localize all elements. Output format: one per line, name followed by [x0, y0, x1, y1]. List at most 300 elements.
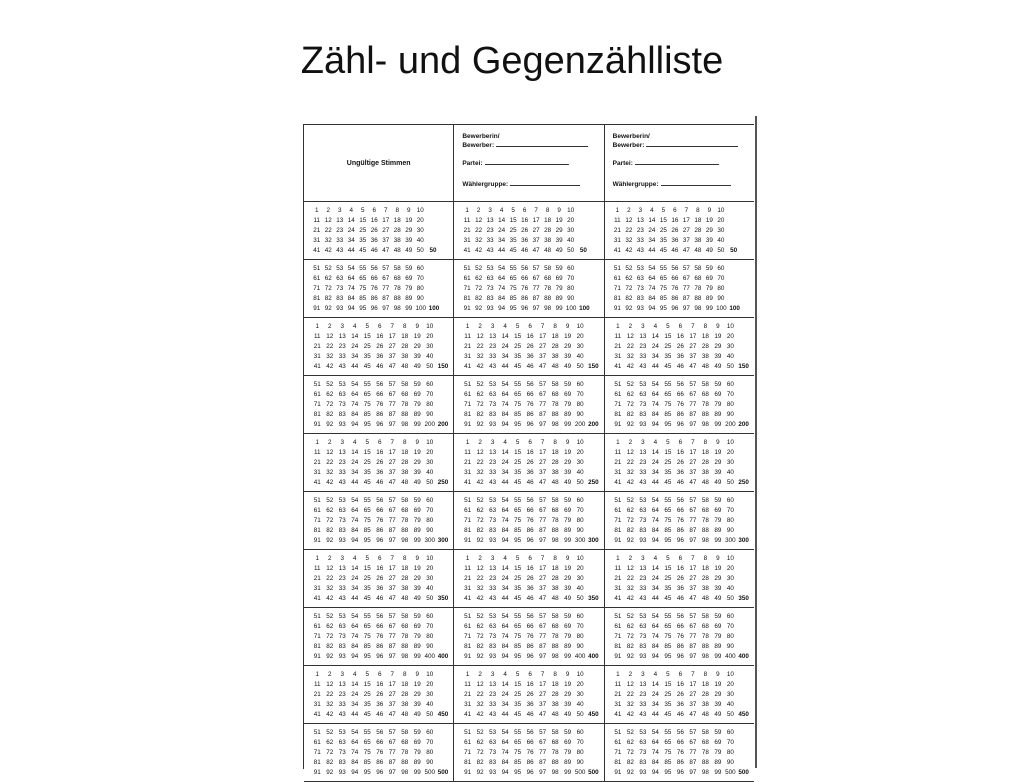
tally-number[interactable]: 29	[705, 227, 713, 234]
tally-number[interactable]: 3	[641, 323, 645, 330]
tally-number[interactable]: 3	[641, 439, 645, 446]
tally-number[interactable]: 23	[489, 459, 497, 466]
tally-number[interactable]: 75	[664, 401, 672, 408]
tally-number[interactable]: 9	[415, 555, 419, 562]
tally-number[interactable]: 31	[614, 585, 622, 592]
tally-number[interactable]: 20	[726, 333, 734, 340]
tally-number[interactable]: 33	[639, 353, 647, 360]
tally-number[interactable]: 79	[714, 517, 722, 524]
tally-number[interactable]: 76	[526, 401, 534, 408]
tally-number[interactable]: 38	[701, 469, 709, 476]
tally-number[interactable]: 43	[639, 479, 647, 486]
tally-number[interactable]: 88	[551, 411, 559, 418]
tally-number[interactable]: 24	[351, 343, 359, 350]
tally-number[interactable]: 17	[539, 333, 547, 340]
tally-number[interactable]: 90	[726, 411, 734, 418]
tally-number[interactable]: 27	[689, 459, 697, 466]
tally-number[interactable]: 36	[676, 353, 684, 360]
tally-number[interactable]: 56	[526, 381, 534, 388]
tally-number[interactable]: 44	[651, 363, 659, 370]
tally-number[interactable]: 24	[651, 575, 659, 582]
voter-group-field[interactable]	[462, 181, 580, 188]
tally-number[interactable]: 89	[714, 527, 722, 534]
tally-number[interactable]: 31	[614, 701, 622, 708]
tally-number[interactable]: 15	[514, 449, 522, 456]
tally-number[interactable]: 1	[615, 207, 620, 214]
tally-number[interactable]: 13	[489, 333, 497, 340]
tally-number[interactable]: 70	[726, 623, 734, 630]
tally-number[interactable]: 16	[521, 217, 529, 224]
tally-number[interactable]: 90	[426, 411, 434, 418]
tally-number[interactable]: 60	[416, 265, 424, 272]
tally-number[interactable]: 34	[651, 701, 659, 708]
tally-number[interactable]: 64	[651, 391, 659, 398]
tally-number[interactable]: 76	[671, 285, 679, 292]
tally-number[interactable]: 78	[551, 749, 559, 756]
tally-number[interactable]: 49	[413, 363, 421, 370]
tally-number[interactable]: 73	[639, 749, 647, 756]
candidate-name-field[interactable]	[462, 142, 588, 149]
tally-number[interactable]: 16	[676, 565, 684, 572]
tally-number[interactable]: 67	[388, 391, 396, 398]
tally-number[interactable]: 88	[551, 527, 559, 534]
tally-number[interactable]: 500	[424, 769, 435, 776]
tally-number[interactable]: 96	[526, 769, 534, 776]
tally-number[interactable]: 98	[701, 421, 709, 428]
tally-number[interactable]: 59	[714, 497, 722, 504]
tally-number[interactable]: 28	[701, 343, 709, 350]
tally-number[interactable]: 41	[313, 711, 321, 718]
tally-number[interactable]: 25	[664, 343, 672, 350]
tally-number[interactable]: 80	[576, 749, 584, 756]
tally-number[interactable]: 59	[413, 381, 421, 388]
tally-number[interactable]: 68	[694, 275, 702, 282]
tally-number[interactable]: 97	[539, 537, 547, 544]
tally-number[interactable]: 52	[625, 265, 633, 272]
tally-number[interactable]: 40	[576, 585, 584, 592]
tally-number[interactable]: 84	[651, 411, 659, 418]
tally-number[interactable]: 48	[401, 479, 409, 486]
tally-number[interactable]: 89	[405, 295, 413, 302]
tally-number[interactable]: 75	[659, 285, 667, 292]
tally-number[interactable]: 43	[336, 247, 344, 254]
tally-number[interactable]: 94	[351, 653, 359, 660]
tally-number[interactable]: 26	[676, 691, 684, 698]
tally-number[interactable]: 96	[676, 537, 684, 544]
tally-number[interactable]: 24	[501, 691, 509, 698]
tally-number[interactable]: 38	[694, 237, 702, 244]
tally-number[interactable]: 82	[475, 295, 483, 302]
tally-number[interactable]: 99	[413, 769, 421, 776]
tally-number[interactable]: 72	[324, 285, 332, 292]
tally-number[interactable]: 4	[352, 323, 357, 330]
tally-number[interactable]: 83	[338, 643, 346, 650]
tally-number[interactable]: 9	[415, 671, 419, 678]
tally-number[interactable]: 5	[515, 671, 520, 678]
tally-number[interactable]: 15	[514, 333, 522, 340]
tally-number[interactable]: 95	[359, 305, 367, 312]
tally-number[interactable]: 62	[626, 391, 634, 398]
tally-number[interactable]: 19	[714, 449, 722, 456]
tally-number[interactable]: 19	[555, 217, 563, 224]
tally-number[interactable]: 84	[648, 295, 656, 302]
tally-number[interactable]: 53	[636, 265, 644, 272]
tally-number[interactable]: 2	[326, 207, 330, 214]
tally-number[interactable]: 83	[636, 295, 644, 302]
tally-number[interactable]: 77	[388, 633, 396, 640]
tally-number[interactable]: 43	[489, 363, 497, 370]
tally-number[interactable]: 65	[514, 391, 522, 398]
tally-number[interactable]: 64	[498, 275, 506, 282]
tally-number[interactable]: 8	[553, 671, 557, 678]
tally-number[interactable]: 42	[324, 247, 332, 254]
tally-number[interactable]: 14	[351, 681, 359, 688]
tally-number[interactable]: 28	[401, 343, 409, 350]
tally-number[interactable]: 45	[664, 711, 672, 718]
tally-number[interactable]: 61	[613, 275, 621, 282]
tally-number[interactable]: 36	[526, 469, 534, 476]
tally-number[interactable]: 69	[555, 275, 563, 282]
tally-number[interactable]: 60	[567, 265, 575, 272]
tally-number[interactable]: 63	[338, 507, 346, 514]
tally-number[interactable]: 93	[636, 305, 644, 312]
tally-number[interactable]: 44	[651, 595, 659, 602]
tally-number[interactable]: 26	[526, 691, 534, 698]
tally-number[interactable]: 3	[337, 207, 342, 214]
tally-number[interactable]: 93	[639, 421, 647, 428]
tally-number[interactable]: 44	[498, 247, 506, 254]
tally-number[interactable]: 76	[376, 517, 384, 524]
tally-number[interactable]: 1	[616, 671, 620, 678]
tally-number[interactable]: 95	[659, 305, 667, 312]
tally-number[interactable]: 86	[526, 759, 534, 766]
tally-number[interactable]: 76	[526, 633, 534, 640]
tally-number[interactable]: 47	[388, 711, 396, 718]
tally-number[interactable]: 37	[382, 237, 390, 244]
tally-number[interactable]: 54	[651, 381, 659, 388]
tally-number[interactable]: 81	[464, 527, 472, 534]
tally-number[interactable]: 74	[501, 749, 509, 756]
tally-number[interactable]: 42	[326, 595, 334, 602]
tally-number[interactable]: 69	[714, 623, 722, 630]
tally-number[interactable]: 21	[464, 575, 472, 582]
tally-number[interactable]: 55	[514, 613, 522, 620]
tally-number[interactable]: 27	[539, 575, 547, 582]
tally-number[interactable]: 10	[426, 323, 434, 330]
tally-number[interactable]: 89	[413, 411, 421, 418]
tally-number[interactable]: 27	[689, 575, 697, 582]
tally-number[interactable]: 72	[475, 285, 483, 292]
tally-number[interactable]: 40	[426, 469, 434, 476]
tally-number[interactable]: 70	[726, 507, 734, 514]
tally-number[interactable]: 63	[489, 507, 497, 514]
tally-number[interactable]: 45	[664, 595, 672, 602]
tally-number[interactable]: 73	[486, 285, 494, 292]
tally-number[interactable]: 38	[551, 469, 559, 476]
tally-number[interactable]: 55	[664, 729, 672, 736]
tally-number[interactable]: 11	[614, 681, 622, 688]
tally-number[interactable]: 72	[326, 749, 334, 756]
tally-number[interactable]: 73	[639, 633, 647, 640]
tally-number[interactable]: 54	[351, 497, 359, 504]
tally-number[interactable]: 66	[376, 507, 384, 514]
tally-number[interactable]: 66	[676, 739, 684, 746]
tally-number[interactable]: 91	[614, 653, 622, 660]
tally-number[interactable]: 97	[539, 769, 547, 776]
tally-number[interactable]: 85	[363, 759, 371, 766]
tally-number[interactable]: 48	[551, 479, 559, 486]
tally-number[interactable]: 79	[413, 401, 421, 408]
tally-number[interactable]: 95	[363, 421, 371, 428]
tally-number[interactable]: 12	[326, 681, 334, 688]
tally-number[interactable]: 8	[395, 207, 399, 214]
tally-number[interactable]: 93	[338, 537, 346, 544]
tally-number[interactable]: 84	[351, 643, 359, 650]
tally-number[interactable]: 20	[567, 217, 575, 224]
tally-number[interactable]: 24	[347, 227, 355, 234]
tally-number[interactable]: 23	[489, 343, 497, 350]
tally-number[interactable]: 82	[626, 759, 634, 766]
tally-number[interactable]: 7	[540, 671, 545, 678]
tally-number[interactable]: 44	[501, 595, 509, 602]
tally-number[interactable]: 97	[689, 769, 697, 776]
tally-number[interactable]: 91	[313, 421, 321, 428]
tally-number[interactable]: 62	[326, 391, 334, 398]
tally-number[interactable]: 15	[363, 681, 371, 688]
tally-number[interactable]: 18	[551, 681, 559, 688]
tally-number[interactable]: 71	[464, 633, 472, 640]
tally-number[interactable]: 75	[359, 285, 367, 292]
tally-number[interactable]: 86	[370, 295, 378, 302]
tally-number[interactable]: 60	[426, 613, 434, 620]
tally-number[interactable]: 90	[416, 295, 424, 302]
tally-number[interactable]: 70	[576, 623, 584, 630]
tally-number[interactable]: 71	[464, 401, 472, 408]
tally-number[interactable]: 69	[413, 391, 421, 398]
tally-number[interactable]: 1	[465, 671, 470, 678]
tally-number[interactable]: 37	[388, 701, 396, 708]
tally-number[interactable]: 29	[413, 343, 421, 350]
tally-number[interactable]: 40	[576, 701, 584, 708]
tally-number[interactable]: 30	[576, 691, 584, 698]
tally-number[interactable]: 54	[351, 613, 359, 620]
tally-number[interactable]: 83	[338, 759, 346, 766]
tally-number[interactable]: 96	[676, 421, 684, 428]
tally-number[interactable]: 96	[526, 421, 534, 428]
tally-number[interactable]: 20	[726, 449, 734, 456]
tally-number[interactable]: 28	[401, 575, 409, 582]
tally-number[interactable]: 50	[726, 711, 734, 718]
tally-number[interactable]: 99	[555, 305, 563, 312]
tally-number[interactable]: 58	[551, 613, 559, 620]
tally-number[interactable]: 73	[489, 749, 497, 756]
tally-number[interactable]: 2	[628, 439, 633, 446]
tally-number[interactable]: 45	[363, 711, 371, 718]
tally-number[interactable]: 2	[628, 323, 633, 330]
tally-number[interactable]: 16	[370, 217, 378, 224]
tally-number[interactable]: 68	[401, 507, 409, 514]
tally-number[interactable]: 27	[539, 459, 547, 466]
tally-number[interactable]: 21	[313, 575, 321, 582]
tally-number[interactable]: 59	[705, 265, 713, 272]
tally-number[interactable]: 31	[313, 469, 321, 476]
tally-number[interactable]: 10	[726, 555, 734, 562]
tally-number[interactable]: 22	[476, 459, 484, 466]
tally-number[interactable]: 7	[390, 671, 394, 678]
tally-number[interactable]: 45	[359, 247, 367, 254]
tally-number[interactable]: 21	[614, 691, 622, 698]
tally-number[interactable]: 80	[726, 633, 734, 640]
tally-number[interactable]: 57	[689, 497, 697, 504]
tally-number[interactable]: 30	[576, 459, 584, 466]
tally-number[interactable]: 91	[614, 421, 622, 428]
tally-number[interactable]: 80	[576, 517, 584, 524]
tally-number[interactable]: 41	[614, 479, 622, 486]
tally-number[interactable]: 36	[376, 469, 384, 476]
tally-number[interactable]: 89	[714, 643, 722, 650]
tally-number[interactable]: 53	[338, 729, 346, 736]
tally-number[interactable]: 47	[539, 711, 547, 718]
tally-number[interactable]: 21	[614, 575, 622, 582]
tally-number[interactable]: 13	[338, 333, 346, 340]
tally-number[interactable]: 6	[377, 323, 382, 330]
tally-number[interactable]: 71	[313, 517, 321, 524]
tally-number[interactable]: 82	[326, 411, 334, 418]
tally-number[interactable]: 4	[349, 207, 353, 214]
tally-number[interactable]: 80	[726, 517, 734, 524]
tally-number[interactable]: 42	[326, 363, 334, 370]
tally-number[interactable]: 29	[564, 343, 572, 350]
tally-number[interactable]: 19	[413, 681, 421, 688]
tally-number[interactable]: 61	[464, 739, 472, 746]
tally-number[interactable]: 63	[489, 739, 497, 746]
tally-number[interactable]: 25	[514, 691, 522, 698]
tally-number[interactable]: 66	[676, 623, 684, 630]
tally-number[interactable]: 69	[564, 391, 572, 398]
tally-number[interactable]: 8	[553, 323, 557, 330]
tally-number[interactable]: 14	[651, 449, 659, 456]
tally-number[interactable]: 81	[463, 295, 471, 302]
tally-number[interactable]: 94	[648, 305, 656, 312]
tally-number[interactable]: 55	[363, 613, 371, 620]
tally-number[interactable]: 54	[501, 381, 509, 388]
tally-number[interactable]: 26	[526, 575, 534, 582]
tally-number[interactable]: 51	[613, 265, 621, 272]
tally-number[interactable]: 49	[714, 595, 722, 602]
voter-group-field[interactable]	[613, 181, 731, 188]
tally-number[interactable]: 11	[313, 681, 321, 688]
tally-number[interactable]: 73	[636, 285, 644, 292]
tally-number[interactable]: 65	[509, 275, 517, 282]
tally-number[interactable]: 79	[413, 517, 421, 524]
tally-number[interactable]: 41	[464, 363, 472, 370]
tally-number[interactable]: 61	[614, 507, 622, 514]
tally-number[interactable]: 3	[488, 207, 492, 214]
tally-number[interactable]: 28	[544, 227, 552, 234]
tally-number[interactable]: 92	[626, 537, 634, 544]
tally-number[interactable]: 27	[689, 691, 697, 698]
tally-number[interactable]: 44	[351, 479, 359, 486]
tally-number[interactable]: 37	[682, 237, 690, 244]
tally-number[interactable]: 74	[351, 633, 359, 640]
tally-number[interactable]: 79	[714, 401, 722, 408]
tally-number[interactable]: 8	[703, 323, 708, 330]
tally-number[interactable]: 53	[639, 613, 647, 620]
tally-number[interactable]: 52	[476, 497, 484, 504]
tally-number[interactable]: 77	[689, 517, 697, 524]
tally-number[interactable]: 50	[426, 711, 434, 718]
tally-number[interactable]: 200	[424, 421, 435, 428]
tally-number[interactable]: 39	[564, 469, 572, 476]
tally-number[interactable]: 20	[717, 217, 725, 224]
tally-number[interactable]: 54	[498, 265, 506, 272]
tally-number[interactable]: 78	[701, 749, 709, 756]
tally-number[interactable]: 9	[716, 439, 720, 446]
tally-number[interactable]: 58	[694, 265, 702, 272]
tally-number[interactable]: 89	[555, 295, 563, 302]
tally-number[interactable]: 89	[413, 527, 421, 534]
tally-number[interactable]: 47	[388, 363, 396, 370]
tally-number[interactable]: 20	[726, 565, 734, 572]
tally-number[interactable]: 85	[514, 411, 522, 418]
tally-number[interactable]: 79	[413, 749, 421, 756]
tally-number[interactable]: 3	[490, 671, 495, 678]
tally-number[interactable]: 80	[726, 401, 734, 408]
tally-number[interactable]: 37	[388, 469, 396, 476]
tally-number[interactable]: 10	[576, 439, 584, 446]
tally-number[interactable]: 59	[413, 613, 421, 620]
tally-number[interactable]: 96	[526, 537, 534, 544]
tally-number[interactable]: 5	[666, 671, 670, 678]
tally-number[interactable]: 54	[501, 497, 509, 504]
tally-number[interactable]: 23	[489, 575, 497, 582]
tally-number[interactable]: 44	[651, 479, 659, 486]
tally-number[interactable]: 19	[714, 333, 722, 340]
tally-number[interactable]: 51	[313, 497, 321, 504]
tally-number[interactable]: 68	[551, 507, 559, 514]
tally-number[interactable]: 69	[714, 391, 722, 398]
tally-number[interactable]: 4	[352, 671, 357, 678]
tally-number[interactable]: 95	[514, 537, 522, 544]
tally-number[interactable]: 96	[521, 305, 529, 312]
tally-number[interactable]: 25	[363, 691, 371, 698]
tally-number[interactable]: 87	[388, 527, 396, 534]
tally-number[interactable]: 48	[401, 363, 409, 370]
tally-number[interactable]: 86	[376, 759, 384, 766]
tally-number[interactable]: 74	[651, 749, 659, 756]
tally-number[interactable]: 65	[664, 623, 672, 630]
tally-number[interactable]: 85	[363, 411, 371, 418]
tally-number[interactable]: 58	[401, 613, 409, 620]
tally-number[interactable]: 77	[539, 749, 547, 756]
tally-number[interactable]: 84	[351, 759, 359, 766]
tally-number[interactable]: 84	[501, 527, 509, 534]
tally-number[interactable]: 28	[401, 691, 409, 698]
tally-number[interactable]: 18	[701, 565, 709, 572]
tally-number[interactable]: 49	[705, 247, 713, 254]
party-field[interactable]	[462, 160, 568, 167]
tally-number[interactable]: 32	[626, 701, 634, 708]
tally-number[interactable]: 48	[551, 595, 559, 602]
tally-number[interactable]: 91	[464, 421, 472, 428]
tally-number[interactable]: 26	[370, 227, 378, 234]
tally-number[interactable]: 69	[564, 623, 572, 630]
tally-number[interactable]: 24	[351, 575, 359, 582]
tally-number[interactable]: 85	[514, 527, 522, 534]
tally-number[interactable]: 92	[626, 653, 634, 660]
tally-number[interactable]: 33	[489, 469, 497, 476]
tally-number[interactable]: 25	[359, 227, 367, 234]
